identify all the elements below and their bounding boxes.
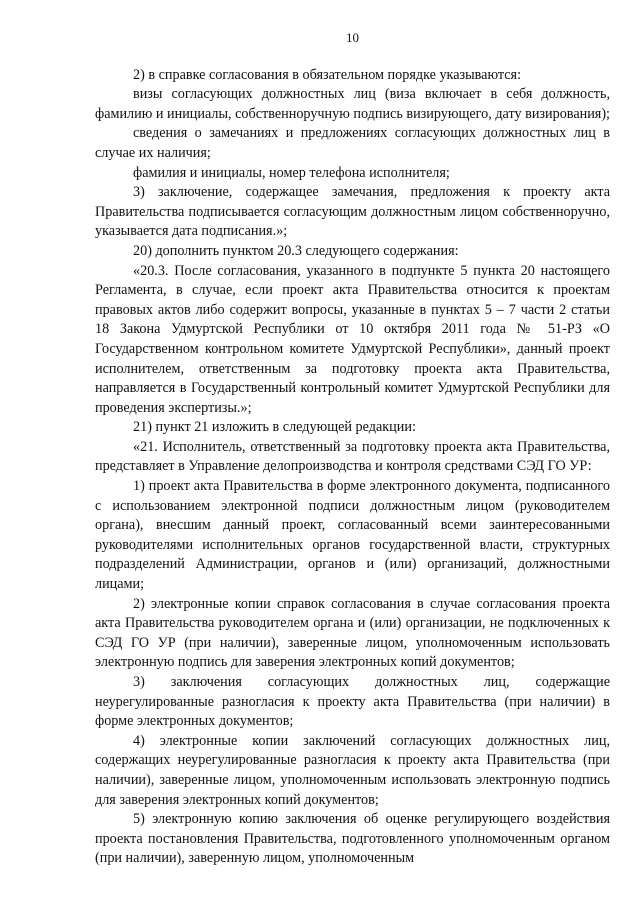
paragraph: 1) проект акта Правительства в форме электронного документа, подписанного с использованием электронной подписи должностным лицом (руководителем органа), внесшим данный проект, согласованный всеми заинтересованными руководителями исполнительных органов государственной власти, структурных подразделений Администрации, органов и (или) организаций, должностными лицами; — [95, 478, 610, 593]
paragraph: «20.3. После согласования, указанного в подпункте 5 пункта 20 настоящего Регламента, в случае, если проект акта Правительства относится к проектам правовых актов либо содержит вопросы, указанные в пунктах 5 – 7 части 2 статьи 18 Закона Удмуртской Республики от 10 октября 2011 года № 51-РЗ «О Государственном контрольном комитете Удмуртской Республики», данный проект исполнителем, ответственным за подготовку проекта акта Правительства, направляется в Государственный контрольный комитет Удмуртской Республики для проведения экспертизы.»; — [95, 262, 610, 416]
paragraph: 3) заключения согласующих должностных лиц, содержащие неурегулированные разногласия к проекту акта Правительства (при наличии) в форме электронных документов; — [95, 674, 610, 730]
paragraph: сведения о замечаниях и предложениях согласующих должностных лиц в случае их наличия; — [95, 125, 610, 161]
paragraph: «21. Исполнитель, ответственный за подготовку проекта акта Правительства, представляет в Управление делопроизводства и контроля средствами СЭД ГО УР: — [95, 438, 610, 475]
paragraph: 4) электронные копии заключений согласующих должностных лиц, содержащих неурегулированные разногласия к проекту акта Правительства (при наличии), заверенные лицом, уполномоченным использовать электронную подпись для заверения электронных копий документов; — [95, 732, 610, 808]
page-number: 10 — [346, 30, 359, 45]
paragraph: визы согласующих должностных лиц (виза включает в себя должность, фамилию и инициалы, собственноручную подпись визирующего, дату визирования); — [95, 86, 610, 122]
paragraph: фамилия и инициалы, номер телефона исполнителя; — [133, 164, 450, 181]
paragraph: 20) дополнить пунктом 20.3 следующего содержания: — [133, 242, 459, 259]
paragraph: 2) электронные копии справок согласования в случае согласования проекта акта Правительства руководителем органа и (или) организации, не подключенных к СЭД ГО УР (при наличии), заверенные лицом, уполномоченным использовать электронную подпись для заверения электронных копий документов; — [95, 595, 610, 671]
paragraph: 2) в справке согласования в обязательном порядке указываются: — [133, 66, 522, 83]
paragraph: 5) электронную копию заключения об оценке регулирующего воздействия проекта постановления Правительства, подготовленного уполномоченным органом (при наличии), заверенную лицом, уполномоченным — [95, 811, 610, 867]
paragraph: 21) пункт 21 изложить в следующей редакции: — [133, 419, 416, 436]
paragraph: 3) заключение, содержащее замечания, предложения к проекту акта Правительства подписывается согласующим должностным лицом собственноручно, указывается дата подписания.»; — [95, 184, 610, 240]
